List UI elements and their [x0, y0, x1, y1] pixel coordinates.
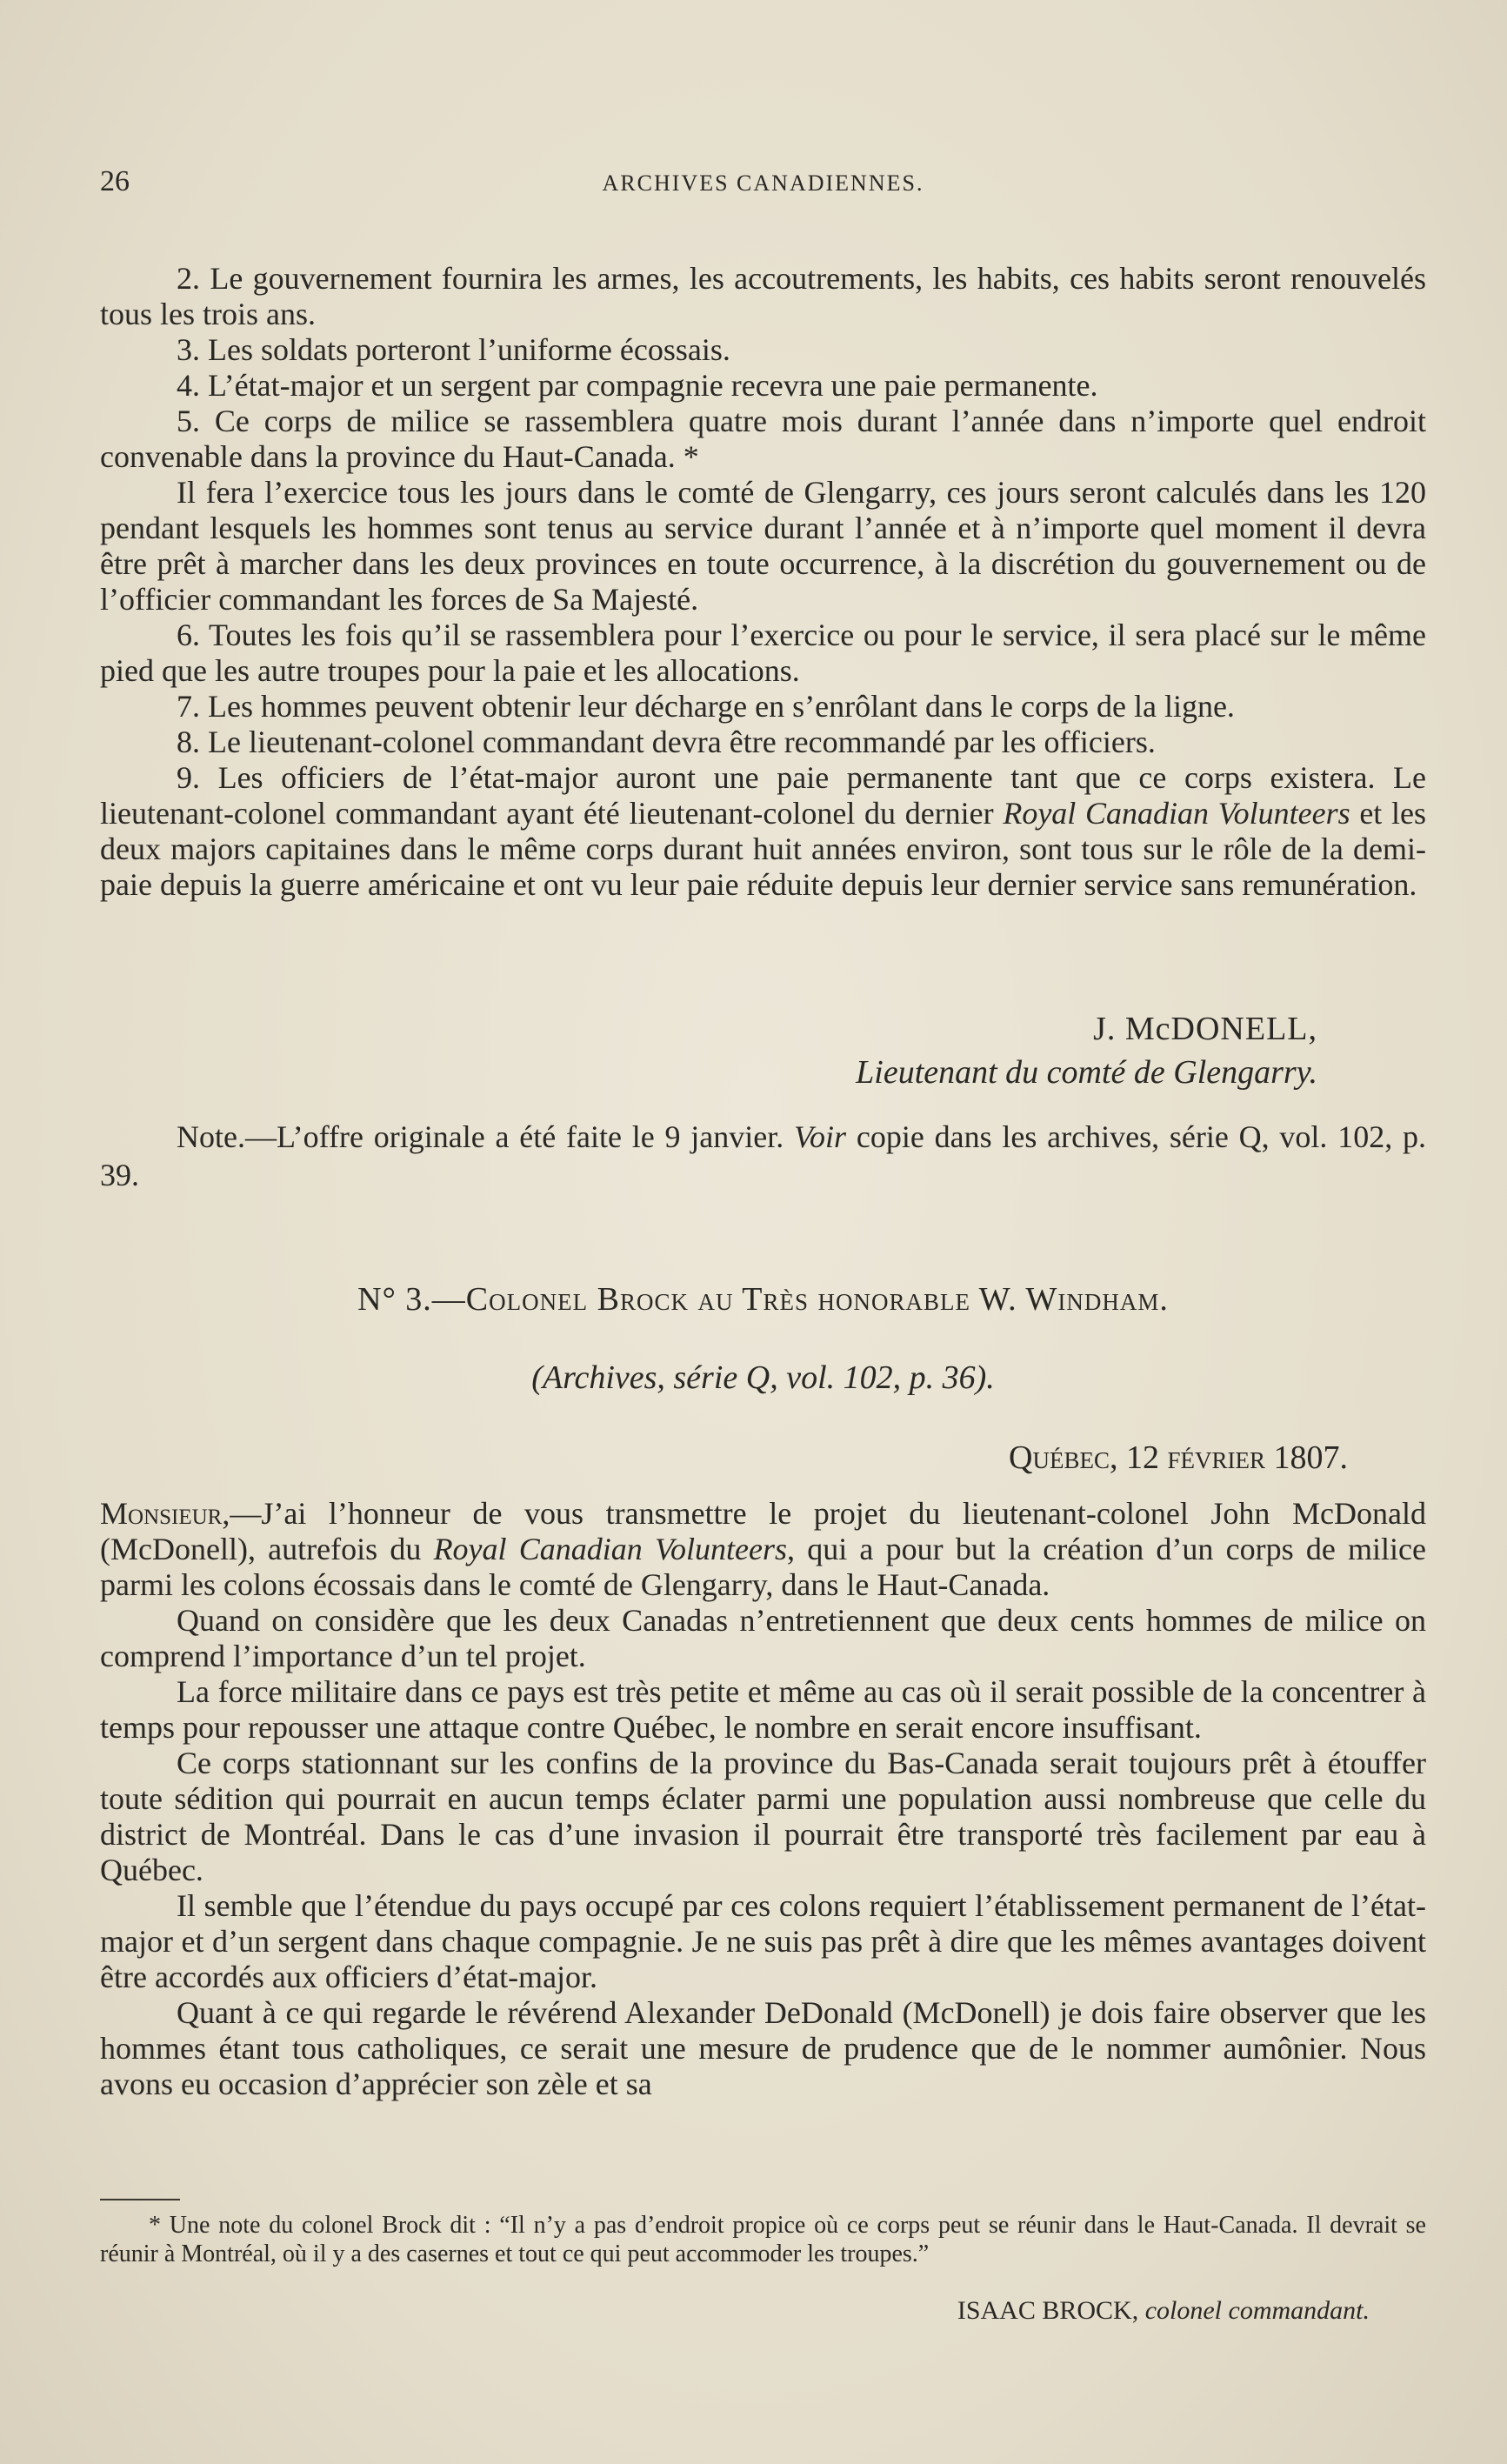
letter-paragraph-5: Il semble que l’étendue du pays occupé par ces colons requiert l’établissement permanent de l’état-major et d’un sergent dans chaque compagnie. Je ne suis pas prêt à dire que les mêmes avantages doivent être accordés aux officiers d’état-major. [100, 1888, 1426, 1994]
document-source: (Archives, série Q, vol. 102, p. 36). [531, 1359, 995, 1396]
note-text-b: copie dans les archives, série Q, vol. 102, p. 39. [100, 1119, 1426, 1192]
salutation: Monsieur, [100, 1496, 230, 1531]
footnote-signature [100, 2296, 1370, 2326]
letter-paragraph-1 [100, 1496, 1426, 1603]
proposal-item-7: 7. Les hommes peuvent obtenir leur décharge en s’enrôlant dans le corps de la ligne. [177, 689, 1235, 724]
page-header [100, 165, 1426, 209]
continued-proposal-text [100, 261, 1426, 903]
footnote: * Une note du colonel Brock dit : “Il n’y a pas d’endroit propice où ce corps peut se réunir dans le Haut-Canada. Il devrait se réunir à Montréal, où il y a des casernes et tout ce qui peut accommoder les troupes.” [100, 2212, 1426, 2267]
note-voir: Voir [794, 1119, 847, 1154]
item-9-text-a: 9. Les officiers de l’état-major auront une paie permanente tant que ce corps existera. Le lieutenant-colonel commandant ayant été lieutenant-colonel du dernier [100, 760, 1426, 831]
letter-paragraph-6: Quant à ce qui regarde le révérend Alexander DeDonald (McDonell) je dois faire observer que les hommes étant tous catholiques, ce serait une mesure de prudence que de le nommer aumônier. Nous avons eu occasion d’apprécier son zèle et sa [100, 1995, 1426, 2101]
page-number: 26 [100, 165, 130, 197]
proposal-item-8: 8. Le lieutenant-colonel commandant devra être recommandé par les officiers. [177, 725, 1156, 759]
letter-paragraph-3: La force militaire dans ce pays est très petite et même au cas où il serait possible de la concentrer à temps pour repousser une attaque contre Québec, le nombre en serait encore insuffisant. [100, 1674, 1426, 1745]
proposal-exercise-paragraph: Il fera l’exercice tous les jours dans le comté de Glengarry, ces jours seront calculés dans les 120 pendant lesquels les hommes sont tenus au service durant l’année et à n’importe quel moment il devra être prêt à marcher dans les deux provinces en toute occurrence, à la discrétion du gouvernement ou de l’officier commandant les forces de Sa Majesté. [100, 475, 1426, 617]
letter-p1-regiment-name: Royal Canadian Volunteers [433, 1532, 787, 1566]
item-9-regiment-name: Royal Canadian Volunteers [1003, 796, 1350, 831]
document-dateline [100, 1439, 1348, 1477]
archival-note [100, 1118, 1426, 1194]
mcdonell-signature [100, 1009, 1317, 1092]
signature-name: J. McDONELL, [1093, 1011, 1317, 1047]
letter-body [100, 1496, 1426, 2102]
running-head: ARCHIVES CANADIENNES. [602, 170, 924, 196]
item-9-text-b: et les deux majors capitaines dans le même corps durant huit années environ, sont tous sur le rôle de la demi-paie depuis la guerre américaine et ont vu leur paie réduite depuis leur dernier service sans remunération. [100, 796, 1426, 902]
footnote-signature-name: ISAAC BROCK, [957, 2296, 1145, 2325]
proposal-item-5: 5. Ce corps de milice se rassemblera quatre mois durant l’année dans n’importe quel endroit convenable dans la province du Haut-Canada. * [100, 404, 1426, 474]
letter-p1-text-b: , qui a pour but la création d’un corps de milice parmi les colons écossais dans le comté de Glengarry, dans le Haut-Canada. [100, 1532, 1426, 1602]
footnote-divider [100, 2199, 180, 2200]
footnote-signature-role: colonel commandant. [1144, 2296, 1370, 2325]
letter-paragraph-2: Quand on considère que les deux Canadas n’entretiennent que deux cents hommes de milice on comprend l’importance d’un tel projet. [100, 1603, 1426, 1673]
proposal-item-9 [100, 760, 1426, 903]
signature-title: Lieutenant du comté de Glengarry. [856, 1054, 1317, 1091]
proposal-item-2: 2. Le gouvernement fournira les armes, les accoutrements, les habits, ces habits seront renouvelés tous les trois ans. [100, 261, 1426, 331]
proposal-item-6: 6. Toutes les fois qu’il se rassemblera pour l’exercice ou pour le service, il sera placé sur le même pied que les autre troupes pour la paie et les allocations. [100, 618, 1426, 688]
note-text-a: Note.—L’offre originale a été faite le 9 janvier. [177, 1119, 795, 1154]
proposal-item-3: 3. Les soldats porteront l’uniforme écossais. [177, 332, 730, 367]
dateline-text: Québec, 12 février 1807. [1009, 1439, 1348, 1476]
document-heading: N° 3.—Colonel Brock au Très honorable W. Windham. [357, 1281, 1169, 1318]
letter-paragraph-4: Ce corps stationnant sur les confins de la province du Bas-Canada serait toujours prêt à étouffer toute sédition qui pourrait en aucun temps éclater parmi une population aussi nombreuse que celle du district de Montréal. Dans le cas d’une invasion il pourrait être transporté très facilement par eau à Québec. [100, 1746, 1426, 1887]
letter-p1-text-a: —J’ai l’honneur de vous transmettre le projet du lieutenant-colonel John McDonald (McDonell), autrefois du [100, 1496, 1426, 1566]
proposal-item-4: 4. L’état-major et un sergent par compagnie recevra une paie permanente. [177, 368, 1098, 403]
